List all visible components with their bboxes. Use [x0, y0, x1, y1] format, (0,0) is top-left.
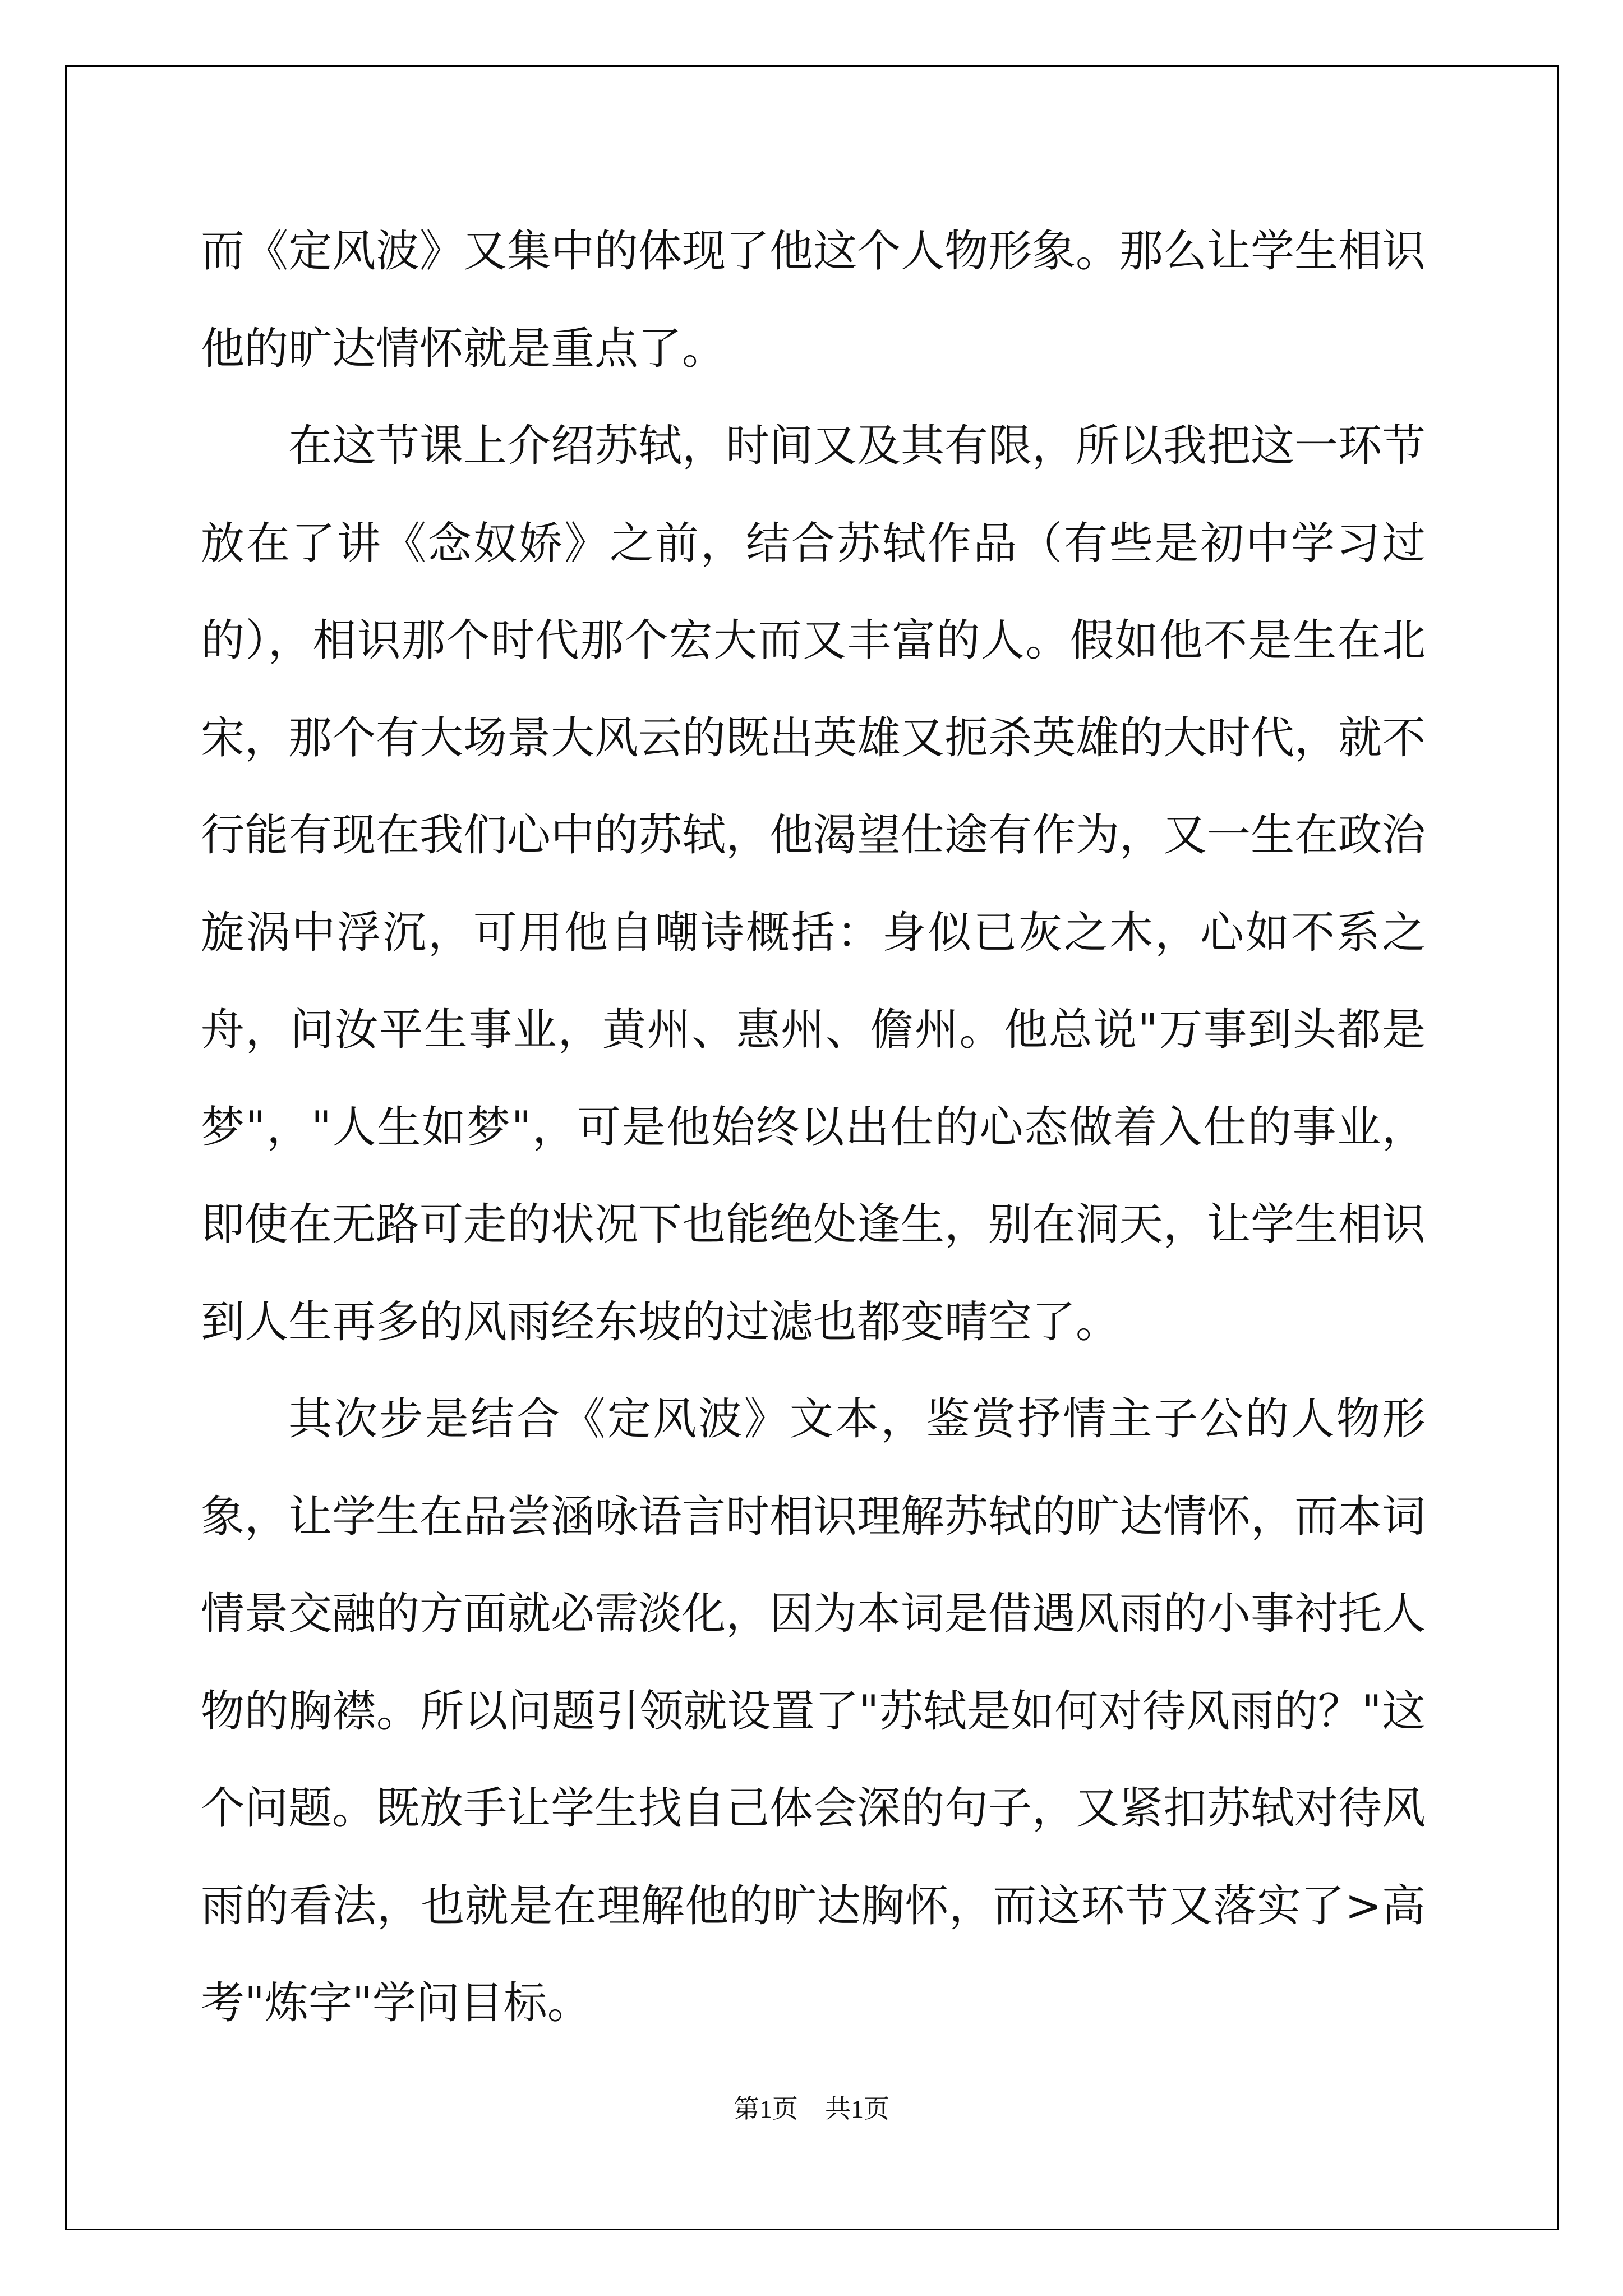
- page-footer: [0, 2093, 1623, 2125]
- paragraph-2: 在这节课上介绍苏轼，时间又及其有限，所以我把这一环节放在了讲《念奴娇》之前，结合苏轼作品（有些是初中学习过的），相识那个时代那个宏大而又丰富的人。假如他不是生在北宋，那个有大场景大风云的既出英雄又扼杀英雄的大时代，就不行能有现在我们心中的苏轼，他渴望仕途有作为，又一生在政治旋涡中浮沉，可用他自嘲诗概括：身似已灰之木，心如不系之舟，问汝平生事业，黄州、惠州、儋州。他总说"万事到头都是梦"，"人生如梦"，可是他始终以出仕的心态做着入仕的事业，即使在无路可走的状况下也能绝处逢生，别在洞天，让学生相识到人生再多的风雨经东坡的过滤也都变晴空了。: [201, 421, 1426, 1347]
- paragraph-3: 其次步是结合《定风波》文本，鉴赏抒情主子公的人物形象，让学生在品尝涵咏语言时相识理解苏轼的旷达情怀，而本词情景交融的方面就必需淡化，因为本词是借遇风雨的小事衬托人物的胸襟。所以问题引领就设置了"苏轼是如何对待风雨的？"这个问题。既放手让学生找自己体会深的句子，又紧扣苏轼对待风雨的看法，也就是在理解他的旷达胸怀，而这环节又落实了>高考"炼字"学问目标。: [201, 1394, 1426, 2028]
- paragraph-1: 而《定风波》又集中的体现了他这个人物形象。那么让学生相识他的旷达情怀就是重点了。: [201, 226, 1426, 374]
- document-body: [201, 203, 1426, 2053]
- page-total: 共1页: [825, 2095, 889, 2123]
- page-number: 第1页: [734, 2095, 798, 2123]
